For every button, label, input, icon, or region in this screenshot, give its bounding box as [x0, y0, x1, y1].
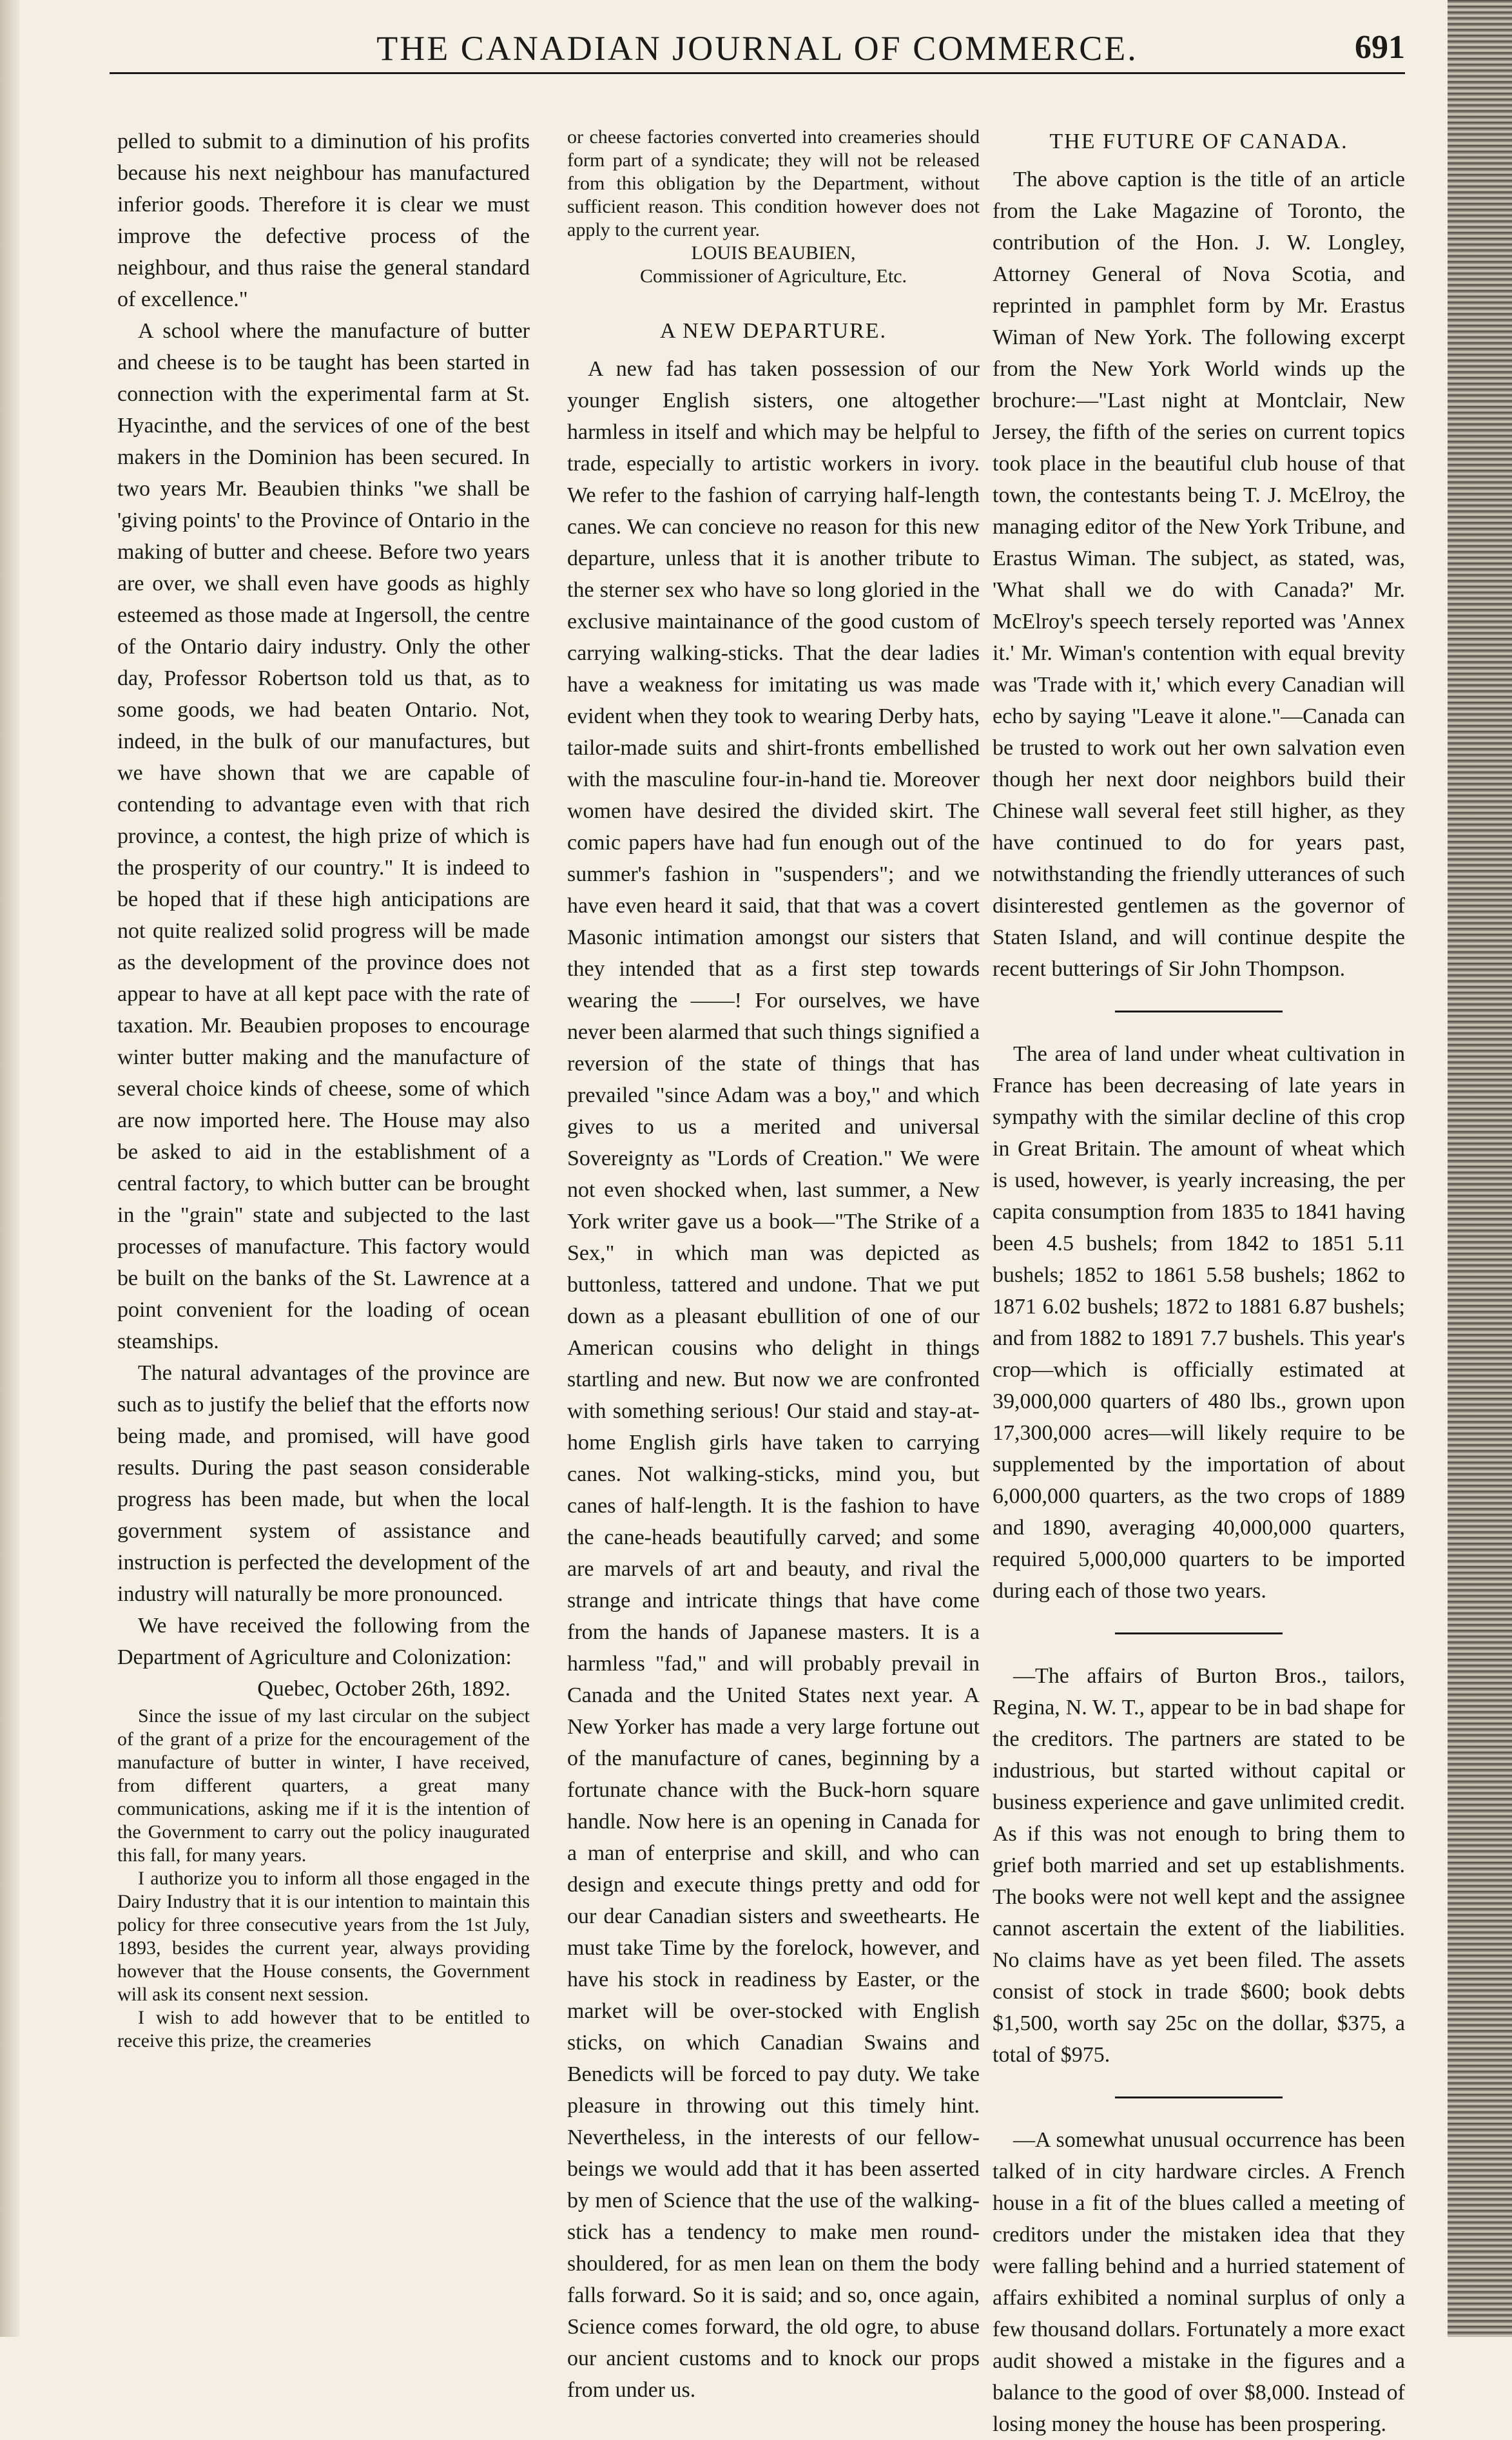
- paragraph: —The affairs of Burton Bros., tailors, Regina, N. W. T., appear to be in bad shape for the creditors. The partners are stated to be industrious, but started without capital or business experience and gave unlimited credit. As if this was not enough to bring them to grief both married and set up establishments. The books were not well kept and the assignee cannot ascertain the extent of the liabilities. No claims have as yet been filed. The assets consist of stock in trade $600; book debts $1,500, worth say 25c on the dollar, $375, a total of $975.: [993, 1664, 1405, 2067]
- page-number: 691: [1355, 29, 1405, 66]
- column-3: [993, 126, 1405, 2440]
- paragraph: The above caption is the title of an article from the Lake Magazine of Toronto, the contribution of the Hon. J. W. Longley, Attorney General of Nova Scotia, and reprinted in pamphlet form by Mr. Erastus Wiman of New York. The following excerpt from the New York World winds up the brochure:—"Last night at Montclair, New Jersey, the fifth of the series on current topics took place in the beautiful club house of that town, the contestants being T. J. McElroy, the managing editor of the New York Tribune, and Erastus Wiman. The subject, as stated, was, 'What shall we do with Canada?' Mr. McElroy's speech tersely reported was 'Annex it.' Mr. Wiman's contention with equal brevity was 'Trade with it,' which every Canadian will echo by saying "Leave it alone."—Canada can be trusted to work out her own salvation even though her next door neighbors build their Chinese wall several feet still higher, as they have continued to do for years past, notwithstanding the friendly utterances of such disinterested gentlemen as the governor of Staten Island, and will continue despite the recent butterings of Sir John Thompson.: [993, 168, 1405, 981]
- paragraph: —A somewhat unusual occurrence has been talked of in city hardware circles. A French house in a fit of the blues called a meeting of creditors under the mistaken idea that they were falling behind and a hurried statement of affairs exhibited a nominal surplus of only a few thousand dollars. Fortunately a more exact audit showed a mistake in the figures and a balance to the good of over $8,000. Instead of losing money the house has been prospering.: [993, 2128, 1405, 2436]
- column-2: [567, 126, 980, 2406]
- signature-title: Commissioner of Agriculture, Etc.: [639, 266, 907, 287]
- letter-paragraph: or cheese factories converted into creameries should form part of a syndicate; they will not be released from this obligation by the Department, without sufficient reason. This condition however does not apply to the current year.: [567, 126, 980, 240]
- signature-name: LOUIS BEAUBIEN,: [691, 242, 856, 264]
- running-header: [110, 27, 1405, 74]
- page-left-edge: [0, 0, 19, 2337]
- paragraph: The area of land under wheat cultivation in France has been decreasing of late years in sympathy with the similar decline of this crop in Great Britain. The amount of wheat which is used, however, is yearly increasing, the per capita consumption from 1835 to 1841 having been 4.5 bushels; from 1842 to 1851 5.11 bushels; 1852 to 1861 5.58 bushels; 1862 to 1871 6.02 bushels; 1872 to 1881 6.87 bushels; and from 1882 to 1891 7.7 bushels. This year's crop—which is officially estimated at 39,000,000 quarters of 480 lbs., grown upon 17,300,000 acres—will likely require to be supplemented by the importation of about 6,000,000 quarters, as the two crops of 1889 and 1890, averaging 40,000,000 quarters, required 5,000,000 quarters to be imported during each of those two years.: [993, 1042, 1405, 1603]
- article-heading: A NEW DEPARTURE.: [659, 319, 887, 343]
- page-right-edge: [1448, 0, 1512, 2337]
- paragraph: pelled to submit to a diminution of his profits because his next neighbour has manufactured inferior goods. Therefore it is clear we must improve the defective process of the neighbour, and thus raise the general standard of excellence.": [117, 130, 530, 311]
- paragraph: We have received the following from the Department of Agriculture and Colonization:: [117, 1614, 530, 1669]
- letter-paragraph: I authorize you to inform all those engaged in the Dairy Industry that it is our intention to maintain this policy for three consecutive years from the 1st July, 1893, besides the current year, always providing however that the House consents, the Government will ask its consent next session.: [117, 1868, 530, 2005]
- paragraph: A school where the manufacture of butter and cheese is to be taught has been started in connection with the experimental farm at St. Hyacinthe, and the services of one of the best makers in the Dominion has been secured. In two years Mr. Beaubien thinks "we shall be 'giving points' to the Province of Ontario in the making of butter and cheese. Before two years are over, we shall even have goods as highly esteemed as those made at Ingersoll, the centre of the Ontario dairy industry. Only the other day, Professor Robertson told us that, as to some goods, we had beaten Ontario. Not, indeed, in the bulk of our manufactures, but we have shown that we are capable of contending to advantage even with that rich province, a contest, the high prize of which is the prosperity of our country." It is indeed to be hoped that if these high anticipations are not quite realized solid progress will be made as the development of the province does not appear to have at all kept pace with the rate of taxation. Mr. Beaubien proposes to encourage winter butter making and the manufacture of several choice kinds of cheese, some of which are now imported here. The House may also be asked to aid in the establishment of a central factory, to which butter can be brought in the "grain" state and subjected to the last processes of manufacture. This factory would be built on the banks of the St. Lawrence at a point convenient for the loading of ocean steamships.: [117, 319, 530, 1353]
- letter-paragraph: Since the issue of my last circular on the subject of the grant of a prize for the encouragement of the manufacture of butter in winter, I have received, from different quarters, a great many communications, asking me if it is the intention of the Government to carry out the policy inaugurated this fall, for many years.: [117, 1705, 530, 1866]
- paragraph: The natural advantages of the province are such as to justify the belief that the efforts now being made, and promised, will have good results. During the past season considerable progress has been made, but when the local government system of assistance and instruction is perfected the development of the industry will naturally be more pronounced.: [117, 1361, 530, 1606]
- paragraph: A new fad has taken possession of our younger English sisters, one altogether harmless in itself and which may be helpful to trade, especially to artistic workers in ivory. We refer to the fashion of carrying half-length canes. We can concieve no reason for this new departure, unless that it is another tribute to the sterner sex who have so long gloried in the exclusive maintainance of the good custom of carrying walking-sticks. That the dear ladies have a weakness for imitating us was made evident when they took to wearing Derby hats, tailor-made suits and shirt-fronts embellished with the masculine four-in-hand tie. Moreover women have desired the divided skirt. The comic papers have had fun enough out of the summer's fashion in "suspenders"; and we have even heard it said, that that was a covert Masonic intimation amongst our sisters that they intended that as a first step towards wearing the ——! For ourselves, we have never been alarmed that such things signified a reversion of the state of things that has prevailed "since Adam was a boy," and which gives to us a merited and universal Sovereignty as "Lords of Creation." We were not even shocked when, last summer, a New York writer gave us a book—"The Strike of a Sex," in which man was depicted as buttonless, tattered and undone. That we put down as a pleasant ebullition of one of our American cousins who delight in things startling and new. But now we are confronted with something serious! Our staid and stay-at-home English girls have taken to carrying canes. Not walking-sticks, mind you, but canes of half-length. It is the fashion to have the cane-heads beautifully carved; and some are marvels of art and beauty, and rival the strange and intricate things that have come from the hands of Japanese masters. It is a harmless "fad," and will probably prevail in Canada and the United States next year. A New Yorker has made a very large fortune out of the manufacture of canes, beginning by a fortunate chance with the Buck-horn square handle. Now here is an opening in Canada for a man of enterprise and skill, and who can design and execute things pretty and odd for our dear Canadian sisters and sweethearts. He must take Time by the forelock, however, and have his stock in readiness by Easter, or the market will be over-stocked with English sticks, on which Canadian Swains and Benedicts will be forced to pay duty. We take pleasure in throwing out this timely hint. Nevertheless, in the interests of our fellow-beings we would add that it has been asserted by men of Science that the use of the walking-stick has a tendency to make men round-shouldered, for as men lean on them the body falls forward. So it is said; and so, once again, Science comes forward, the old ogre, to abuse our ancient customs and to knock our props from under us.: [567, 357, 980, 2402]
- letter-dateline: Quebec, October 26th, 1892.: [257, 1677, 510, 1701]
- article-heading: THE FUTURE OF CANADA.: [1049, 130, 1348, 153]
- journal-title: THE CANADIAN JOURNAL OF COMMERCE.: [376, 29, 1138, 68]
- section-divider: [1115, 1011, 1283, 1012]
- letter-paragraph: I wish to add however that to be entitled to receive this prize, the creameries: [117, 2007, 530, 2051]
- column-1: [117, 126, 530, 2053]
- section-divider: [1115, 1632, 1283, 1634]
- section-divider: [1115, 2096, 1283, 2098]
